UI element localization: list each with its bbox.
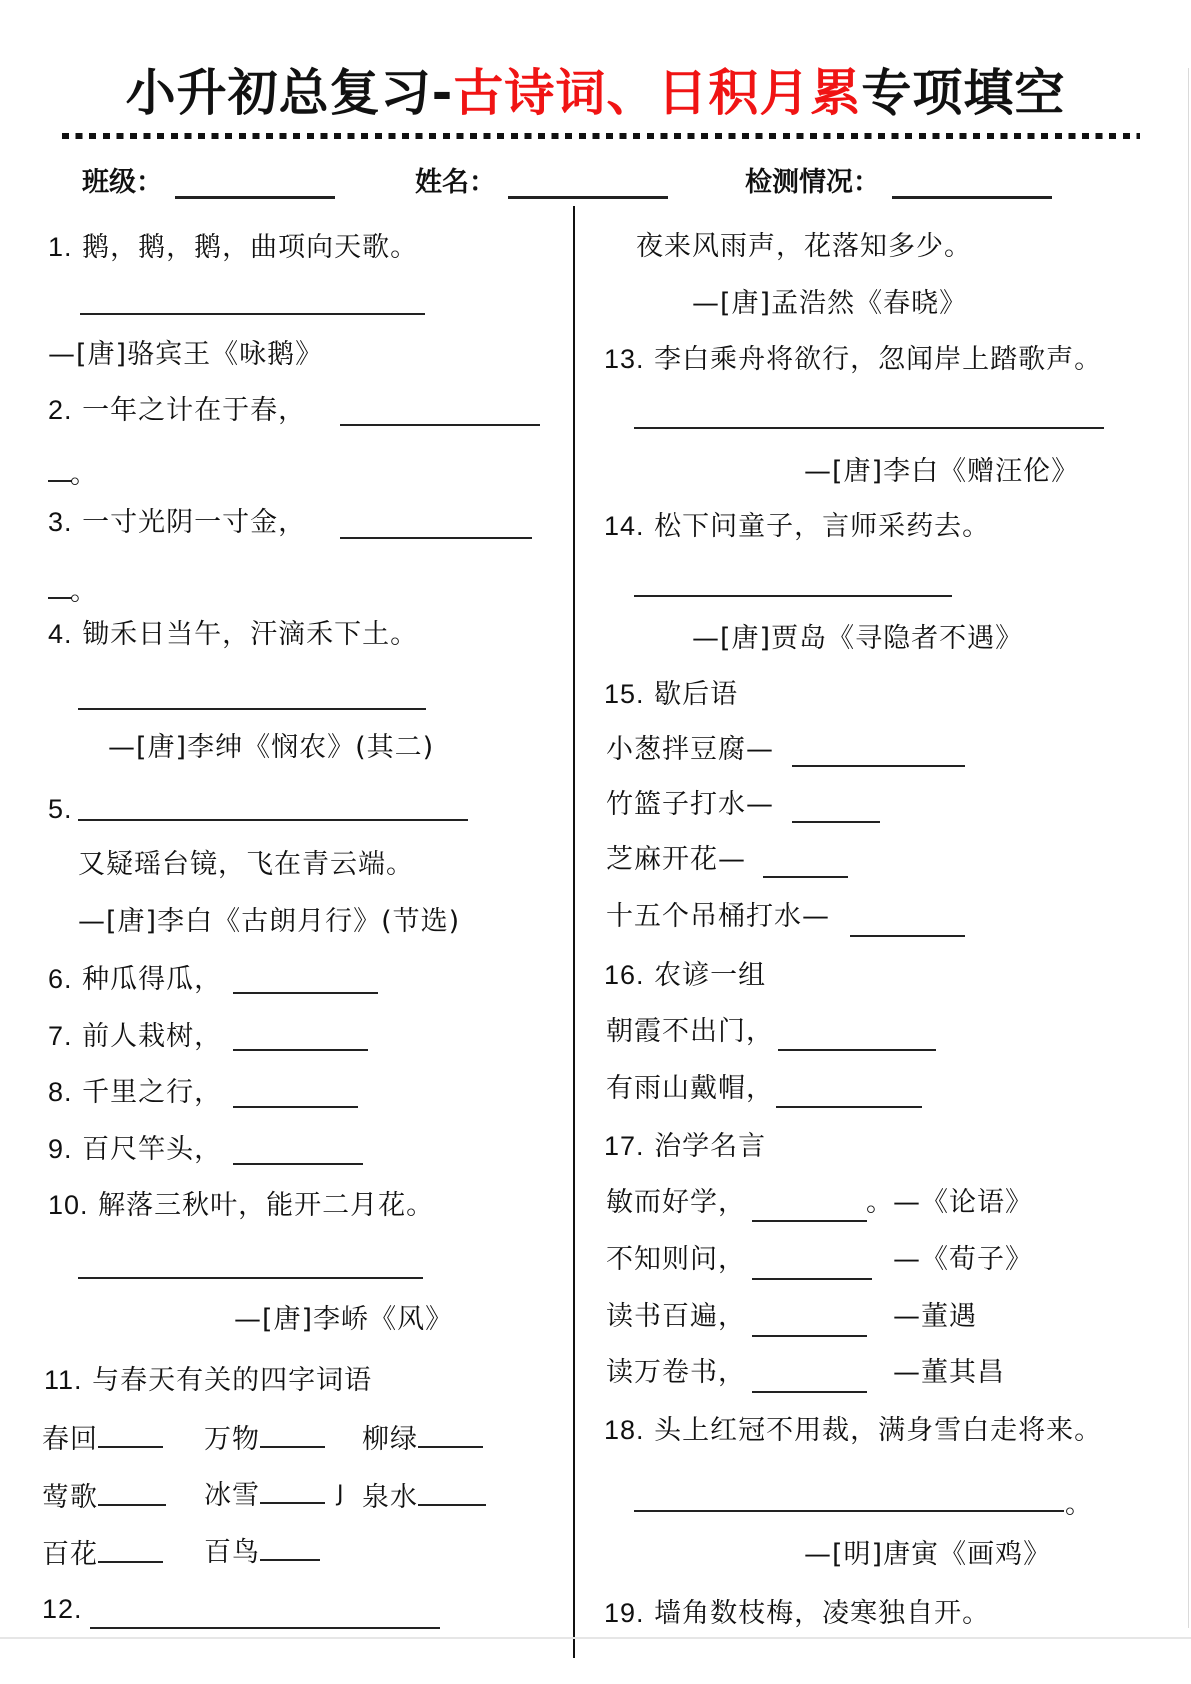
question-number: 11.	[44, 1365, 83, 1395]
question-4	[48, 617, 418, 652]
question-number: 17.	[604, 1131, 645, 1161]
class-label: 班级：	[82, 167, 163, 198]
xiehouyu-1	[606, 733, 774, 767]
question-9	[48, 1132, 222, 1167]
answer-blank-3[interactable]	[340, 537, 532, 539]
answer-blank-4[interactable]	[78, 708, 426, 710]
item-text: 朝霞不出门，	[606, 1016, 774, 1047]
quote-3	[606, 1300, 746, 1334]
quote-source: —董其昌	[893, 1357, 1005, 1388]
question-number: 14.	[604, 511, 645, 541]
nongyan-1	[606, 1015, 774, 1049]
quote-blank-4[interactable]	[752, 1391, 867, 1393]
answer-blank-2-cont[interactable]	[48, 480, 72, 482]
word-blank[interactable]	[98, 1420, 163, 1448]
spring-word-6	[362, 1478, 486, 1515]
question-text: 前人栽树，	[82, 1021, 223, 1052]
xiehouyu-blank-4[interactable]	[850, 935, 965, 937]
spring-word-3	[362, 1420, 483, 1457]
xiehouyu-4	[606, 900, 830, 934]
page-edge	[1188, 68, 1189, 1628]
word-blank[interactable]	[98, 1478, 166, 1506]
xiehouyu-blank-3[interactable]	[763, 876, 848, 878]
question-text: 头上红冠不用裁，满身雪白走将来。	[654, 1415, 1103, 1446]
question-3	[48, 505, 306, 540]
question-text: 松下问童子，言师采药去。	[654, 511, 991, 542]
xiehouyu-blank-2[interactable]	[792, 821, 880, 823]
quote-4	[606, 1356, 746, 1390]
sentence-end: 。	[70, 459, 98, 490]
question-10	[48, 1188, 434, 1223]
class-field[interactable]	[82, 160, 335, 199]
question-number: 3.	[48, 507, 73, 537]
quote-1	[606, 1186, 746, 1220]
quote-source: —《论语》	[893, 1187, 1033, 1218]
answer-blank-2[interactable]	[340, 424, 540, 426]
poem-source: —[唐]贾岛《寻隐者不遇》	[692, 623, 1024, 654]
nongyan-blank-1[interactable]	[778, 1049, 936, 1051]
word-blank[interactable]	[260, 1476, 325, 1504]
item-text: 不知则问，	[606, 1244, 746, 1275]
question-number: 2.	[48, 395, 73, 425]
word-blank[interactable]	[418, 1478, 486, 1506]
name-field[interactable]	[415, 160, 668, 199]
answer-blank-6[interactable]	[233, 992, 378, 994]
bottom-edge	[0, 1637, 1191, 1639]
word-prefix: 冰雪	[204, 1480, 260, 1511]
question-text: 百尺竿头，	[82, 1134, 223, 1165]
question-number: 9.	[48, 1134, 73, 1164]
item-text: 小葱拌豆腐—	[606, 734, 774, 765]
question-12	[42, 1592, 83, 1627]
question-number: 12.	[42, 1594, 83, 1624]
question-text: 千里之行，	[82, 1077, 223, 1108]
question-text: 又疑瑶台镜，飞在青云端。	[78, 849, 414, 880]
answer-blank-1[interactable]	[80, 313, 425, 315]
sentence-end: 。	[1065, 1489, 1093, 1520]
question-number: 8.	[48, 1077, 73, 1107]
spring-word-5	[204, 1476, 325, 1513]
xiehouyu-3	[606, 843, 746, 877]
title-suffix: 专项填空	[861, 64, 1066, 122]
answer-blank-5[interactable]	[78, 819, 468, 821]
question-17	[604, 1129, 766, 1164]
question-18	[604, 1413, 1102, 1448]
question-text: 李白乘舟将欲行，忽闻岸上踏歌声。	[654, 344, 1103, 375]
question-number: 19.	[604, 1598, 645, 1628]
sentence-end: 。	[70, 576, 98, 607]
question-number: 1.	[48, 232, 73, 262]
question-text: 农谚一组	[654, 960, 767, 991]
question-16	[604, 958, 766, 993]
name-blank[interactable]	[508, 168, 668, 199]
answer-blank-3-cont[interactable]	[48, 597, 72, 599]
item-text: 敏而好学，	[606, 1187, 746, 1218]
sentence-end: 。	[866, 1187, 894, 1218]
question-text: 墙角数枝梅，凌寒独自开。	[654, 1598, 991, 1629]
question-19	[604, 1596, 990, 1631]
column-divider	[573, 206, 575, 1658]
question-7	[48, 1019, 222, 1054]
question-number: 10.	[48, 1190, 89, 1220]
question-text: 鹅，鹅，鹅，曲项向天歌。	[82, 232, 419, 263]
word-blank[interactable]	[418, 1420, 483, 1448]
poem-source: —[唐]李白《赠汪伦》	[804, 456, 1080, 487]
question-text: 歇后语	[654, 679, 739, 710]
quote-blank-3[interactable]	[752, 1335, 867, 1337]
spring-word-8	[204, 1533, 320, 1570]
item-text: 读万卷书，	[606, 1357, 746, 1388]
question-text: 种瓜得瓜，	[82, 964, 223, 995]
spring-word-4	[42, 1478, 166, 1515]
answer-blank-13[interactable]	[634, 427, 1104, 429]
class-blank[interactable]	[175, 168, 335, 199]
question-number: 6.	[48, 964, 73, 994]
word-blank[interactable]	[260, 1420, 325, 1448]
word-prefix: 百鸟	[204, 1537, 260, 1568]
dotted-divider	[62, 133, 1140, 139]
question-number: 15.	[604, 679, 645, 709]
spring-word-1	[42, 1420, 163, 1457]
question-number: 5.	[48, 794, 73, 824]
answer-blank-10[interactable]	[78, 1277, 423, 1279]
name-label: 姓名：	[415, 167, 496, 198]
answer-blank-18[interactable]	[634, 1510, 1064, 1512]
question-text: 治学名言	[654, 1131, 767, 1162]
question-number: 18.	[604, 1415, 645, 1445]
question-text: 一年之计在于春，	[82, 395, 307, 426]
item-text: 芝麻开花—	[606, 844, 746, 875]
question-text: 解落三秋叶，能开二月花。	[98, 1190, 435, 1221]
word-prefix: 春回	[42, 1424, 98, 1455]
question-number: 7.	[48, 1021, 73, 1051]
word-blank[interactable]	[98, 1535, 163, 1563]
result-label: 检测情况：	[745, 167, 880, 198]
question-14	[604, 509, 990, 544]
answer-blank-14[interactable]	[634, 595, 952, 597]
poem-source: —[唐]李白《古朗月行》(节选)	[78, 906, 461, 937]
quote-source: —《荀子》	[893, 1244, 1033, 1275]
nongyan-2	[606, 1072, 774, 1106]
answer-blank-8[interactable]	[233, 1106, 358, 1108]
question-number: 13.	[604, 344, 645, 374]
answer-blank-7[interactable]	[233, 1049, 368, 1051]
quote-source: —董遇	[893, 1301, 977, 1332]
word-prefix: 泉水	[362, 1482, 418, 1513]
xiehouyu-2	[606, 788, 774, 822]
page-title	[0, 58, 1191, 128]
quote-blank-2[interactable]	[752, 1278, 872, 1280]
student-info-row	[0, 160, 1191, 200]
question-8	[48, 1075, 222, 1110]
poem-source: —[唐]李绅《悯农》(其二)	[108, 732, 435, 763]
poem-source: —[明]唐寅《画鸡》	[804, 1539, 1052, 1570]
word-prefix: 万物	[204, 1424, 260, 1455]
spring-word-7	[42, 1535, 163, 1572]
question-12-text: 夜来风雨声，花落知多少。	[636, 231, 972, 262]
question-13	[604, 342, 1102, 377]
poem-source: —[唐]骆宾王《咏鹅》	[48, 339, 324, 370]
item-text: 竹篮子打水—	[606, 789, 774, 820]
question-15	[604, 677, 738, 712]
item-text: 十五个吊桶打水—	[606, 901, 830, 932]
question-6	[48, 962, 222, 997]
question-11	[44, 1363, 372, 1398]
question-text: 一寸光阴一寸金，	[82, 507, 307, 538]
title-prefix: 小升初总复习-	[125, 64, 454, 122]
result-field[interactable]	[745, 160, 1052, 199]
question-2	[48, 393, 306, 428]
question-text: 锄禾日当午，汗滴禾下土。	[82, 619, 419, 650]
quote-2	[606, 1243, 746, 1277]
answer-blank-12[interactable]	[90, 1627, 440, 1629]
item-text: 读书百遍，	[606, 1301, 746, 1332]
question-1	[48, 230, 418, 265]
word-blank[interactable]	[260, 1533, 320, 1561]
question-5	[48, 792, 73, 827]
nongyan-blank-2[interactable]	[776, 1106, 922, 1108]
title-highlight: 古诗词、日积月累	[453, 64, 862, 122]
answer-blank-9[interactable]	[233, 1163, 363, 1165]
word-prefix: 柳绿	[362, 1424, 418, 1455]
spring-word-2	[204, 1420, 325, 1457]
stray-mark: J	[337, 1482, 345, 1507]
word-prefix: 百花	[42, 1539, 98, 1570]
poem-source: —[唐]李峤《风》	[234, 1304, 454, 1335]
item-text: 有雨山戴帽，	[606, 1073, 774, 1104]
result-blank[interactable]	[892, 168, 1052, 199]
xiehouyu-blank-1[interactable]	[792, 765, 965, 767]
question-number: 4.	[48, 619, 73, 649]
poem-source: —[唐]孟浩然《春晓》	[692, 288, 968, 319]
quote-blank-1[interactable]	[752, 1220, 867, 1222]
question-text: 与春天有关的四字词语	[92, 1365, 373, 1396]
question-number: 16.	[604, 960, 645, 990]
word-prefix: 莺歌	[42, 1482, 98, 1513]
